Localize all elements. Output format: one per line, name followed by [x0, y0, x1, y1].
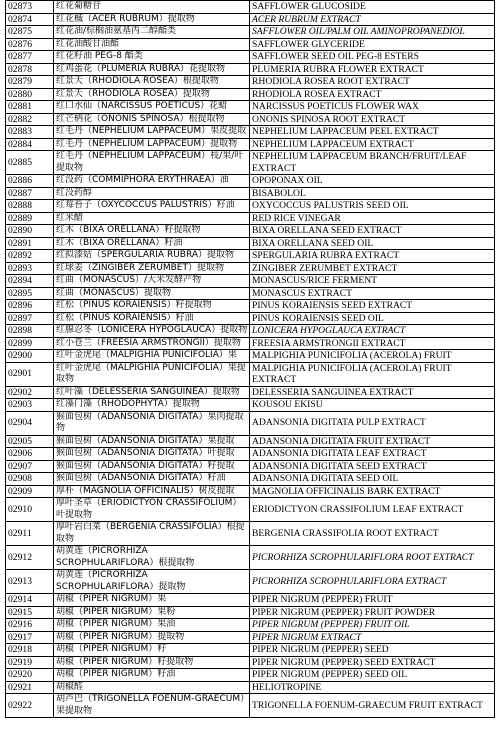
ingredient-number: 02893	[6, 262, 54, 275]
chinese-name: 红莓苔子（OXYCOCCUS PALUSTRIS）籽油	[54, 200, 250, 213]
ingredient-number: 02920	[6, 669, 54, 682]
table-row	[6, 275, 495, 288]
table-row	[6, 448, 495, 461]
inci-name: MONASCUS/RICE FERMENT	[250, 275, 495, 288]
ingredient-number: 02874	[6, 13, 54, 26]
table-row	[6, 1, 495, 14]
ingredient-number: 02908	[6, 473, 54, 486]
ingredient-number: 02888	[6, 200, 54, 213]
table-row	[6, 473, 495, 486]
ingredient-number: 02892	[6, 250, 54, 263]
inci-name: BERGENIA CRASSIFOLIA ROOT EXTRACT	[250, 522, 495, 546]
chinese-name: 红曲（MONASCUS）提取物	[54, 287, 250, 300]
table-row	[6, 435, 495, 448]
inci-name: MAGNOLIA OFFICINALIS BARK EXTRACT	[250, 485, 495, 498]
chinese-name: 红小苍兰（FREESIA ARMSTRONGII）提取物	[54, 337, 250, 350]
chinese-name: 红没药醇	[54, 187, 250, 200]
inci-name: ADANSONIA DIGITATA PULP EXTRACT	[250, 411, 495, 435]
chinese-name: 猴面包树（ADANSONIA DIGITATA）果提取	[54, 435, 250, 448]
table-row	[6, 63, 495, 76]
ingredient-table-body	[6, 1, 495, 718]
inci-name: PINUS KORAIENSIS SEED EXTRACT	[250, 300, 495, 313]
inci-name: PIPER NIGRUM (PEPPER) FRUIT POWDER	[250, 606, 495, 619]
inci-name: NARCISSUS POETICUS FLOWER WAX	[250, 101, 495, 114]
inci-name: SAFFLOWER OIL/PALM OIL AMINOPROPANEDIOL	[250, 26, 495, 39]
table-row	[6, 88, 495, 101]
chinese-name: 红叶金虎尾（MALPIGHIA PUNICIFOLIA）果	[54, 350, 250, 363]
chinese-name: 胡椒（PIPER NIGRUM）果	[54, 594, 250, 607]
chinese-name: 红藻门藻（RHODOPHYTA）提取物	[54, 399, 250, 412]
inci-name: NEPHELIUM LAPPACEUM EXTRACT	[250, 138, 495, 151]
ingredient-number: 02882	[6, 113, 54, 126]
table-row	[6, 485, 495, 498]
chinese-name: 胡黄莲（PICRORHIZA SCROPHULARIFLORA）提取物	[54, 570, 250, 594]
inci-name: NEPHELIUM LAPPACEUM PEEL EXTRACT	[250, 126, 495, 139]
chinese-name: 胡椒（PIPER NIGRUM）籽	[54, 644, 250, 657]
inci-name: SPERGULARIA RUBRA EXTRACT	[250, 250, 495, 263]
chinese-name: 红花油/棕榈油氨基丙二醇酯类	[54, 26, 250, 39]
chinese-name: 红叶金虎尾（MALPIGHIA PUNICIFOLIA）果提取物	[54, 362, 250, 386]
ingredient-number: 02906	[6, 448, 54, 461]
inci-name: ERIODICTYON CRASSIFOLIUM LEAF EXTRACT	[250, 498, 495, 522]
table-row	[6, 76, 495, 89]
chinese-name: 厚叶岩白菜（BERGENIA CRASSIFOLIA）根提取物	[54, 522, 250, 546]
chinese-name: 胡椒（PIPER NIGRUM）果粉	[54, 606, 250, 619]
table-row	[6, 250, 495, 263]
ingredient-number: 02922	[6, 694, 54, 718]
ingredient-number: 02885	[6, 151, 54, 175]
table-row	[6, 212, 495, 225]
chinese-name: 红叶藻（DELESSERIA SANGUINEA）提取物	[54, 386, 250, 399]
inci-name: BIXA ORELLANA SEED EXTRACT	[250, 225, 495, 238]
table-row	[6, 522, 495, 546]
inci-name: LONICERA HYPOGLAUCA EXTRACT	[250, 325, 495, 338]
table-row	[6, 606, 495, 619]
chinese-name: 红花葡糖苷	[54, 1, 250, 14]
inci-name: PLUMERIA RUBRA FLOWER EXTRACT	[250, 63, 495, 76]
chinese-name: 红球姜（ZINGIBER ZERUMBET）提取物	[54, 262, 250, 275]
table-row	[6, 619, 495, 632]
table-row	[6, 13, 495, 26]
ingredient-number: 02917	[6, 631, 54, 644]
inci-name: KOUSOU EKISU	[250, 399, 495, 412]
ingredient-number: 02886	[6, 175, 54, 188]
chinese-name: 红花籽油 PEG-8 酯类	[54, 51, 250, 64]
chinese-name: 胡黄莲（PICRORHIZA SCROPHULARIFLORA）根提取物	[54, 546, 250, 570]
table-row	[6, 386, 495, 399]
ingredient-number: 02912	[6, 546, 54, 570]
chinese-name: 红曲（MONASCUS）/大米发酵产物	[54, 275, 250, 288]
table-row	[6, 350, 495, 363]
inci-name: DELESSERIA SANGUINEA EXTRACT	[250, 386, 495, 399]
chinese-name: 红腺忍冬（LONICERA HYPOGLAUCA）提取物	[54, 325, 250, 338]
ingredient-number: 02914	[6, 594, 54, 607]
table-row	[6, 694, 495, 718]
inci-name: PIPER NIGRUM (PEPPER) SEED	[250, 644, 495, 657]
ingredient-number: 02881	[6, 101, 54, 114]
chinese-name: 猴面包树（ADANSONIA DIGITATA）叶提取	[54, 448, 250, 461]
table-row	[6, 656, 495, 669]
table-row	[6, 312, 495, 325]
table-row	[6, 631, 495, 644]
ingredient-number: 02878	[6, 63, 54, 76]
table-row	[6, 126, 495, 139]
inci-name: OPOPONAX OIL	[250, 175, 495, 188]
table-row	[6, 262, 495, 275]
inci-name: ADANSONIA DIGITATA SEED EXTRACT	[250, 460, 495, 473]
ingredient-number: 02910	[6, 498, 54, 522]
inci-name: MALPIGHIA PUNICIFOLIA (ACEROLA) FRUIT	[250, 350, 495, 363]
table-row	[6, 546, 495, 570]
chinese-name: 红毛丹（NEPHELIUM LAPPACEUM）果皮提取	[54, 126, 250, 139]
table-row	[6, 113, 495, 126]
inci-name: SAFFLOWER GLUCOSIDE	[250, 1, 495, 14]
table-row	[6, 101, 495, 114]
table-row	[6, 681, 495, 694]
inci-name: HELIOTROPINE	[250, 681, 495, 694]
inci-name: ADANSONIA DIGITATA FRUIT EXTRACT	[250, 435, 495, 448]
ingredient-number: 02911	[6, 522, 54, 546]
chinese-name: 红景天（RHODIOLA ROSEA）根提取物	[54, 76, 250, 89]
ingredient-number: 02897	[6, 312, 54, 325]
chinese-name: 红松（PINUS KORAIENSIS）籽提取物	[54, 300, 250, 313]
chinese-name: 红鸡蛋花（PLUMERIA RUBRA）花提取物	[54, 63, 250, 76]
ingredient-number: 02904	[6, 411, 54, 435]
ingredient-number: 02883	[6, 126, 54, 139]
inci-name: FREESIA ARMSTRONGII EXTRACT	[250, 337, 495, 350]
ingredient-number: 02918	[6, 644, 54, 657]
inci-name: RED RICE VINEGAR	[250, 212, 495, 225]
chinese-name: 红毛丹（NEPHELIUM LAPPACEUM）枝/果/叶提取物	[54, 151, 250, 175]
chinese-name: 猴面包树（ADANSONIA DIGITATA）籽油	[54, 473, 250, 486]
chinese-name: 胡椒（PIPER NIGRUM）果油	[54, 619, 250, 632]
ingredient-number: 02880	[6, 88, 54, 101]
inci-name: SAFFLOWER GLYCERIDE	[250, 38, 495, 51]
inci-name: ZINGIBER ZERUMBET EXTRACT	[250, 262, 495, 275]
ingredient-number: 02884	[6, 138, 54, 151]
ingredient-number: 02919	[6, 656, 54, 669]
chinese-name: 胡椒（PIPER NIGRUM）籽提取物	[54, 656, 250, 669]
ingredient-number: 02890	[6, 225, 54, 238]
ingredient-number: 02907	[6, 460, 54, 473]
inci-name: RHODIOLA ROSEA EXTRACT	[250, 88, 495, 101]
inci-name: PIPER NIGRUM EXTRACT	[250, 631, 495, 644]
ingredient-number: 02905	[6, 435, 54, 448]
ingredient-number: 02898	[6, 325, 54, 338]
chinese-name: 猴面包树（ADANSONIA DIGITATA）籽提取	[54, 460, 250, 473]
table-row	[6, 200, 495, 213]
table-row	[6, 325, 495, 338]
chinese-name: 红拟漆姑（SPERGULARIA RUBRA）提取物	[54, 250, 250, 263]
table-row	[6, 498, 495, 522]
chinese-name: 红毛丹（NEPHELIUM LAPPACEUM）提取物	[54, 138, 250, 151]
chinese-name: 红口水仙（NARCISSUS POETICUS）花蜡	[54, 101, 250, 114]
ingredient-number: 02875	[6, 26, 54, 39]
ingredient-number: 02921	[6, 681, 54, 694]
inci-name: BISABOLOL	[250, 187, 495, 200]
ingredient-number: 02896	[6, 300, 54, 313]
inci-name: ACER RUBRUM EXTRACT	[250, 13, 495, 26]
table-row	[6, 26, 495, 39]
chinese-name: 胡椒（PIPER NIGRUM）提取物	[54, 631, 250, 644]
chinese-name: 红木（BIXA ORELLANA）籽油	[54, 237, 250, 250]
table-row	[6, 225, 495, 238]
chinese-name: 红米醋	[54, 212, 250, 225]
inci-name: PICRORHIZA SCROPHULARIFLORA EXTRACT	[250, 570, 495, 594]
inci-name: PINUS KORAIENSIS SEED OIL	[250, 312, 495, 325]
chinese-name: 红芒柄花（ONONIS SPINOSA）根提取物	[54, 113, 250, 126]
ingredient-number: 02879	[6, 76, 54, 89]
chinese-name: 红木（BIXA ORELLANA）籽提取物	[54, 225, 250, 238]
inci-name: ADANSONIA DIGITATA LEAF EXTRACT	[250, 448, 495, 461]
table-row	[6, 362, 495, 386]
table-row	[6, 337, 495, 350]
inci-name: OXYCOCCUS PALUSTRIS SEED OIL	[250, 200, 495, 213]
ingredient-number: 02915	[6, 606, 54, 619]
ingredient-number: 02887	[6, 187, 54, 200]
chinese-name: 红花油酸甘油酯	[54, 38, 250, 51]
table-row	[6, 237, 495, 250]
inci-name: NEPHELIUM LAPPACEUM BRANCH/FRUIT/LEAF EXTRACT	[250, 151, 495, 175]
ingredient-number: 02876	[6, 38, 54, 51]
chinese-name: 厚叶圣草（ERIODICTYON CRASSIFOLIUM）叶提取物	[54, 498, 250, 522]
ingredient-number: 02903	[6, 399, 54, 412]
inci-name: PIPER NIGRUM (PEPPER) SEED OIL	[250, 669, 495, 682]
chinese-name: 红花槭（ACER RUBRUM）提取物	[54, 13, 250, 26]
ingredient-number: 02895	[6, 287, 54, 300]
inci-name: PIPER NIGRUM (PEPPER) FRUIT	[250, 594, 495, 607]
table-row	[6, 399, 495, 412]
chinese-name: 胡椒醛	[54, 681, 250, 694]
ingredient-number: 02899	[6, 337, 54, 350]
chinese-name: 红没药（COMMIPHORA ERYTHRAEA）油	[54, 175, 250, 188]
table-row	[6, 38, 495, 51]
ingredient-number: 02891	[6, 237, 54, 250]
inci-name: RHODIOLA ROSEA ROOT EXTRACT	[250, 76, 495, 89]
ingredient-number: 02889	[6, 212, 54, 225]
table-row	[6, 300, 495, 313]
chinese-name: 猴面包树（ADANSONIA DIGITATA）果肉提取物	[54, 411, 250, 435]
inci-name: ADANSONIA DIGITATA SEED OIL	[250, 473, 495, 486]
chinese-name: 红松（PINUS KORAIENSIS）籽油	[54, 312, 250, 325]
ingredient-number: 02909	[6, 485, 54, 498]
ingredient-number: 02901	[6, 362, 54, 386]
inci-name: BIXA ORELLANA SEED OIL	[250, 237, 495, 250]
inci-name: PICRORHIZA SCROPHULARIFLORA ROOT EXTRACT	[250, 546, 495, 570]
table-row	[6, 570, 495, 594]
table-row	[6, 138, 495, 151]
chinese-name: 红景天（RHODIOLA ROSEA）提取物	[54, 88, 250, 101]
inci-name: ONONIS SPINOSA ROOT EXTRACT	[250, 113, 495, 126]
table-row	[6, 151, 495, 175]
chinese-name: 厚朴（MAGNOLIA OFFICINALIS）树皮提取	[54, 485, 250, 498]
chinese-name: 胡芦巴（TRIGONELLA FOENUM-GRAECUM）果提取物	[54, 694, 250, 718]
table-row	[6, 287, 495, 300]
table-row	[6, 51, 495, 64]
ingredient-number: 02913	[6, 570, 54, 594]
ingredient-number: 02873	[6, 1, 54, 14]
ingredient-number: 02894	[6, 275, 54, 288]
table-row	[6, 460, 495, 473]
inci-name: MALPIGHIA PUNICIFOLIA (ACEROLA) FRUIT EXTRACT	[250, 362, 495, 386]
ingredient-number: 02902	[6, 386, 54, 399]
table-row	[6, 644, 495, 657]
table-row	[6, 175, 495, 188]
inci-name: SAFFLOWER SEED OIL PEG-8 ESTERS	[250, 51, 495, 64]
ingredient-number: 02877	[6, 51, 54, 64]
table-row	[6, 411, 495, 435]
inci-name: PIPER NIGRUM (PEPPER) SEED EXTRACT	[250, 656, 495, 669]
chinese-name: 胡椒（PIPER NIGRUM）籽油	[54, 669, 250, 682]
inci-name: PIPER NIGRUM (PEPPER) FRUIT OIL	[250, 619, 495, 632]
ingredient-table	[5, 0, 495, 718]
table-row	[6, 669, 495, 682]
table-row	[6, 594, 495, 607]
inci-name: TRIGONELLA FOENUM-GRAECUM FRUIT EXTRACT	[250, 694, 495, 718]
inci-name: MONASCUS EXTRACT	[250, 287, 495, 300]
table-row	[6, 187, 495, 200]
ingredient-number: 02916	[6, 619, 54, 632]
ingredient-number: 02900	[6, 350, 54, 363]
